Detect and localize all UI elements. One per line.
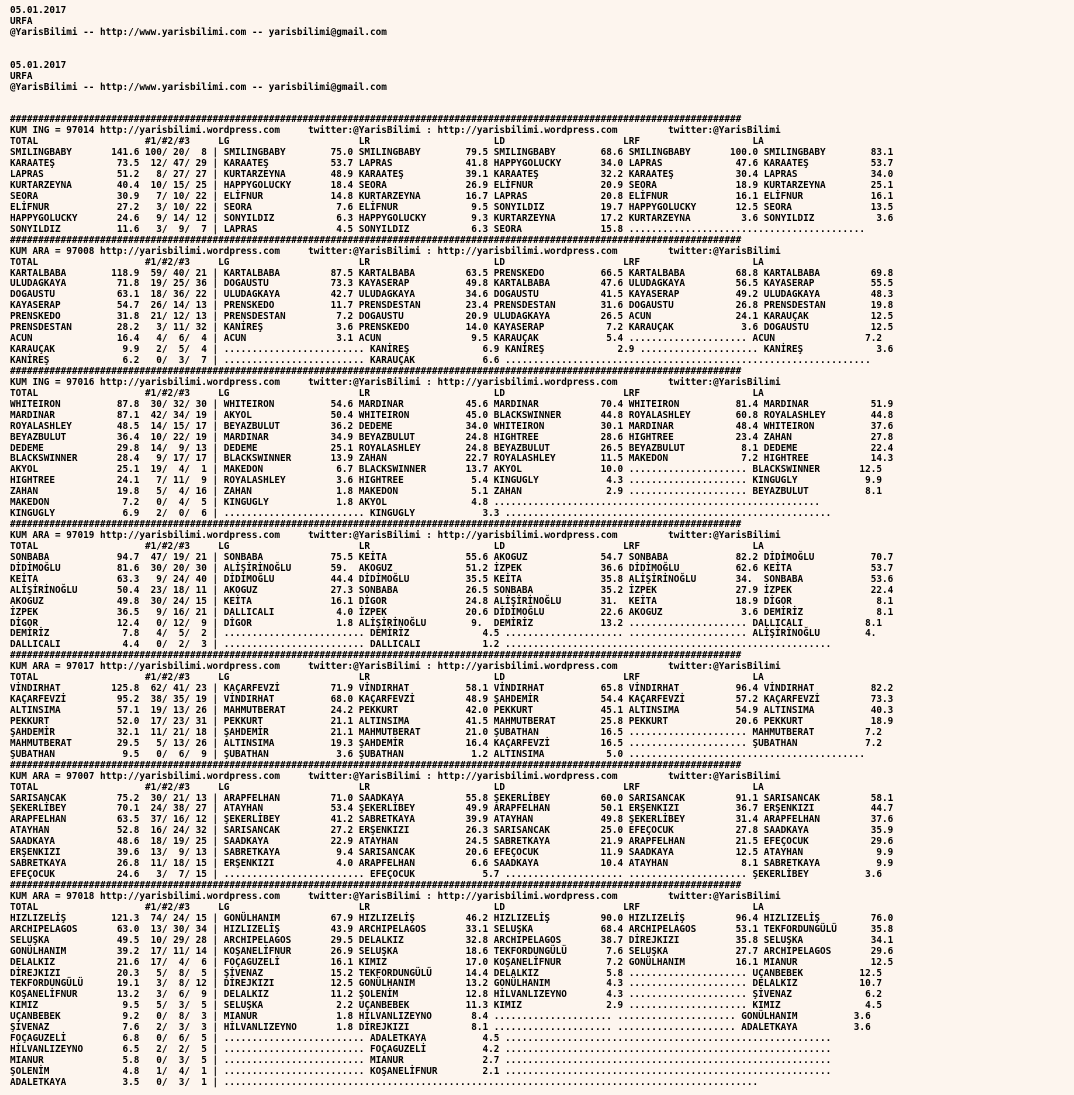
report-line: DEDEME 29.8 14/ 9/ 13 | DEDEME 25.1 ROYALASHLEY 24.8 BEYAZBULUT 26.5 BEYAZBULUT 8.1 DEDEME 22.4 (10, 442, 894, 454)
header-line: @YarisBilimi -- http://www.yarisbilimi.com -- yarisbilimi@gmail.com (10, 26, 387, 38)
report-line: KOŞANELİFNUR 13.2 3/ 6/ 9 | DELALKIZ 11.2 ŞOLENİM 12.8 HİLVANLIZEYNO 4.3 ..................... ŞİVENAZ 6.2 (10, 989, 882, 1001)
report-line: ATAYHAN 52.8 16/ 24/ 32 | SARISANCAK 27.2 ERŞENKIZI 26.3 SARISANCAK 25.0 EFEÇOCUK 27.8 SAADKAYA 35.9 (10, 825, 894, 837)
report-line: SEORA 30.9 7/ 10/ 22 | ELİFNUR 14.8 KURTARZEYNA 16.7 LAPRAS 20.8 ELİFNUR 16.1 ELİFNUR 16.1 (10, 190, 894, 202)
report-line: ################################################################################################################################## (10, 880, 742, 891)
report-line: TOTAL #1/#2/#3 LG LR LD LRF LA (10, 672, 764, 684)
report-line: ROYALASHLEY 48.5 14/ 15/ 17 | BEYAZBULUT 36.2 DEDEME 34.0 WHITEIRON 30.1 MARDINAR 48.4 WHITEIRON 37.6 (10, 420, 894, 432)
report-line: DOGAUSTU 63.1 18/ 36/ 22 | ULUDAGKAYA 42.7 ULUDAGKAYA 34.6 DOGAUSTU 41.5 KAYASERAP 49.2 ULUDAGKAYA 48.3 (10, 289, 894, 301)
report-line: ŞOLENİM 4.8 1/ 4/ 1 | ......................... KOŞANELİFNUR 2.1 .......................................................... (10, 1065, 832, 1077)
report-line: SELUŞKA 49.5 10/ 29/ 28 | ARCHIPELAGOS 29.5 DELALKIZ 32.8 ARCHIPELAGOS 38.7 DİREJKIZI 35.8 SELUŞKA 34.1 (10, 934, 894, 946)
report-line: SARISANCAK 75.2 30/ 21/ 13 | ARAPFELHAN 71.0 SAADKAYA 55.8 ŞEKERLİBEY 60.0 SARISANCAK 91.1 SARISANCAK 58.1 (10, 792, 894, 804)
report-line: FOÇAGUZELİ 6.8 0/ 6/ 5 | ......................... ADALETKAYA 4.5 .......................................................... (10, 1033, 832, 1045)
report-line: TOTAL #1/#2/#3 LG LR LD LRF LA (10, 901, 764, 913)
report-line: SONYILDIZ 11.6 3/ 9/ 7 | LAPRAS 4.5 SONYILDIZ 6.3 SEORA 15.8 .......................................... (10, 223, 866, 235)
report-line: PRENSDESTAN 28.2 3/ 11/ 32 | KANİREŞ 3.6 PRENSKEDO 14.0 KAYASERAP 7.2 KARAUÇAK 3.6 DOGAUSTU 12.5 (10, 322, 894, 334)
report-line: ################################################################################################################################## (10, 365, 742, 377)
report-line: PRENSKEDO 31.8 21/ 12/ 13 | PRENSDESTAN 7.2 DOGAUSTU 20.9 ULUDAGKAYA 26.5 ACUN 24.1 KARAUÇAK 12.5 (10, 311, 894, 323)
report-line: MARDINAR 87.1 42/ 34/ 19 | AKYOL 50.4 WHITEIRON 45.0 BLACKSWINNER 44.8 ROYALASHLEY 60.8 ROYALASHLEY 44.8 (10, 409, 894, 421)
report-line: LAPRAS 51.2 8/ 27/ 27 | KURTARZEYNA 48.9 KARAATEŞ 39.1 KARAATEŞ 32.2 KARAATEŞ 30.4 LAPRAS 34.0 (10, 169, 894, 181)
report-line: KAÇARFEVZİ 95.2 38/ 35/ 19 | VİNDIRHAT 68.0 KAÇARFEVZİ 48.9 ŞAHDEMİR 54.4 KAÇARFEVZİ 57.2 KAÇARFEVZİ 73.3 (10, 694, 894, 706)
report-line: AKOGUZ 49.8 30/ 24/ 15 | KEİTA 16.1 DİGOR 24.8 ALİŞİRİNOĞLU 31. KEİTA 18.9 DİGOR 8.1 (10, 595, 894, 607)
report-line: KURTARZEYNA 40.4 10/ 15/ 25 | HAPPYGOLUCKY 18.4 SEORA 26.9 ELİFNUR 20.9 SEORA 18.9 KURTARZEYNA 25.1 (10, 180, 894, 191)
report-line: ################################################################################################################################## (10, 650, 742, 662)
report-line: DİGOR 12.4 0/ 12/ 9 | DİGOR 1.8 ALİŞİRİNOĞLU 9. DEMİRİZ 13.2 ..................... DALLICALI 8.1 (10, 617, 882, 629)
report-line: KANİREŞ 6.2 0/ 3/ 7 | ......................... KARAUÇAK 6.6 ................................................................. (10, 355, 871, 366)
header-line (10, 39, 1074, 50)
report-line: PEKKURT 52.0 17/ 23/ 31 | PEKKURT 21.1 ALTINSIMA 41.5 MAHMUTBERAT 25.8 PEKKURT 20.6 PEKKURT 18.9 (10, 715, 894, 727)
header-line: URFA (10, 70, 33, 82)
report-line: ŞUBATHAN 9.5 0/ 6/ 9 | ŞUBATHAN 3.6 ŞUBATHAN 1.2 ALTINSIMA 5.0 .......................................... (10, 748, 866, 760)
report-line: TEKFORDUNGÜLÜ 19.1 3/ 8/ 12 | DİREJKIZI 12.5 GONÜLHANIM 13.2 GONÜLHANIM 4.3 ..................... DELALKIZ 10.7 (10, 978, 882, 990)
header-line: URFA (10, 15, 33, 27)
report-line: GONÜLHANIM 39.2 17/ 11/ 14 | KOŞANELİFNUR 26.9 SELUŞKA 18.6 TEKFORDUNGÜLÜ 7.6 SELUŞKA 27.7 ARCHIPELAGOS 29.6 (10, 945, 894, 957)
report-line: ################################################################################################################################## (10, 234, 742, 246)
report-line: ADALETKAYA 3.5 0/ 3/ 1 | ............................................................................................... (10, 1076, 759, 1088)
report-line: ################################################################################################################################## (10, 759, 742, 771)
header-line: 05.01.2017 (10, 59, 67, 71)
report-line: BLACKSWINNER 28.4 9/ 17/ 17 | BLACKSWINNER 13.9 ZAHAN 22.7 ROYALASHLEY 11.5 MAKEDON 7.2 HIGHTREE 14.3 (10, 453, 894, 465)
report-line: SONBABA 94.7 47/ 19/ 21 | SONBABA 75.5 KEİTA 55.6 AKOGUZ 54.7 SONBABA 82.2 DİDİMOĞLU 70.7 (10, 551, 894, 563)
header-line (10, 50, 1074, 61)
report-line: ACUN 16.4 4/ 6/ 4 | ACUN 3.1 ACUN 9.5 KARAUÇAK 5.4 ..................... ACUN 7.2 (10, 333, 882, 345)
header-line: @YarisBilimi -- http://www.yarisbilimi.com -- yarisbilimi@gmail.com (10, 81, 387, 93)
header-line: 05.01.2017 (10, 5, 67, 16)
report-line: HIGHTREE 24.1 7/ 11/ 9 | ROYALASHLEY 3.6 HIGHTREE 5.4 KINGUGLY 4.3 ..................... KINGUGLY 9.9 (10, 475, 882, 487)
report-line: ELİFNUR 27.2 3/ 10/ 22 | SEORA 7.6 ELİFNUR 9.5 SONYILDIZ 19.7 HAPPYGOLUCKY 12.5 SEORA 13.5 (10, 201, 894, 213)
header-line (10, 94, 1074, 105)
report-line: SAADKAYA 48.6 18/ 19/ 25 | SAADKAYA 22.9 ATAYHAN 24.5 SABRETKAYA 21.9 ARAPFELHAN 21.5 EFEÇOCUK 29.6 (10, 836, 894, 848)
report-line: ZAHAN 19.8 5/ 4/ 16 | ZAHAN 1.8 MAKEDON 5.1 ZAHAN 2.9 ..................... BEYAZBULUT 8.1 (10, 486, 882, 498)
report-line: TOTAL #1/#2/#3 LG LR LD LRF LA (10, 540, 764, 552)
report-line: KARAUÇAK 9.9 2/ 5/ 4 | ......................... KANİREŞ 6.9 KANİREŞ 2.9 ..................... KANİREŞ 3.6 (10, 344, 894, 356)
report-line: KUM ARA = 97019 http://yarisbilimi.wordpress.com twitter:@YarisBilimi : http://yarisbilimi.wordpress.com twitter:@YarisBilimi (10, 530, 781, 541)
report-line: ULUDAGKAYA 71.8 19/ 25/ 36 | DOGAUSTU 73.3 KAYASERAP 49.8 KARTALBABA 47.6 ULUDAGKAYA 56.5 KAYASERAP 55.5 (10, 278, 894, 290)
report-line: KUM ING = 97014 http://yarisbilimi.wordpress.com twitter:@YarisBilimi : http://yarisbilimi.wordpress.com twitter:@YarisBilimi (10, 125, 781, 137)
report-line: TOTAL #1/#2/#3 LG LR LD LRF LA (10, 136, 764, 148)
report-line: VİNDIRHAT 125.8 62/ 41/ 23 | KAÇARFEVZİ 71.9 VİNDIRHAT 58.1 VİNDIRHAT 65.8 VİNDIRHAT 96.4 VİNDIRHAT 82.2 (10, 683, 894, 695)
report-line: KUM ARA = 97018 http://yarisbilimi.wordpress.com twitter:@YarisBilimi : http://yarisbilimi.wordpress.com twitter:@YarisBilimi (10, 890, 781, 902)
report-line: KARTALBABA 118.9 59/ 40/ 21 | KARTALBABA 87.5 KARTALBABA 63.5 PRENSKEDO 66.5 KARTALBABA 68.8 KARTALBABA 69.8 (10, 267, 894, 279)
report-line: WHITEIRON 87.8 30/ 32/ 30 | WHITEIRON 54.6 MARDINAR 45.6 MARDINAR 70.4 WHITEIRON 81.4 MARDINAR 51.9 (10, 398, 894, 410)
report-line: EFEÇOCUK 24.6 3/ 7/ 15 | ......................... EFEÇOCUK 5.7 ..................... ..................... ŞEKERLİBEY 3.6 (10, 869, 882, 881)
report-line: DİDİMOĞLU 81.6 30/ 20/ 30 | ALİŞİRİNOĞLU 59. AKOGUZ 51.2 İZPEK 36.6 DİDİMOĞLU 62.6 KEİTA 53.7 (10, 562, 894, 574)
report-line: ARAPFELHAN 63.5 37/ 16/ 12 | ŞEKERLİBEY 41.2 SABRETKAYA 39.9 ATAYHAN 49.8 ŞEKERLİBEY 31.4 ARAPFELHAN 37.6 (10, 814, 894, 826)
report-body (10, 115, 1074, 1088)
report-line: ARCHIPELAGOS 63.0 13/ 30/ 34 | HIZLIZELİŞ 43.9 ARCHIPELAGOS 33.1 SELUŞKA 68.4 ARCHIPELAGOS 53.1 TEKFORDUNGÜLÜ 35.8 (10, 923, 894, 935)
report-line: KIMIZ 9.5 5/ 3/ 5 | SELUŞKA 2.2 UÇANBEBEK 11.3 KIMIZ 2.9 ..................... KIMIZ 4.5 (10, 1000, 882, 1012)
report-line: TOTAL #1/#2/#3 LG LR LD LRF LA (10, 781, 764, 793)
report-line: KEİTA 63.3 9/ 24/ 40 | DİDİMOĞLU 44.4 DİDİMOĞLU 35.5 KEİTA 35.8 ALİŞİRİNOĞLU 34. SONBABA 53.6 (10, 573, 894, 585)
report-line: ŞİVENAZ 7.6 2/ 3/ 3 | HİLVANLIZEYNO 1.8 DİREJKIZI 8.1 ..................... ..................... ADALETKAYA 3.6 (10, 1022, 871, 1034)
report-line: HAPPYGOLUCKY 24.6 9/ 14/ 12 | SONYILDIZ 6.3 HAPPYGOLUCKY 9.3 KURTARZEYNA 17.2 KURTARZEYNA 3.6 SONYILDIZ 3.6 (10, 212, 894, 224)
report-line: SMILINGBABY 141.6 100/ 20/ 8 | SMILINGBABY 75.0 SMILINGBABY 79.5 SMILINGBABY 68.6 SMILINGBABY 100.0 SMILINGBABY 83.1 (10, 147, 894, 159)
report-line: MAHMUTBERAT 29.5 5/ 13/ 26 | ALTINSIMA 19.3 ŞAHDEMİR 16.4 KAÇARFEVZİ 16.5 ..................... ŞUBATHAN 7.2 (10, 737, 882, 749)
report-line: KARAATEŞ 73.5 12/ 47/ 29 | KARAATEŞ 53.7 LAPRAS 41.8 HAPPYGOLUCKY 34.0 LAPRAS 47.6 KARAATEŞ 53.7 (10, 158, 894, 170)
report-line: ALİŞİRİNOĞLU 50.4 23/ 18/ 11 | AKOGUZ 27.3 SONBABA 26.5 SONBABA 35.2 İZPEK 27.9 İZPEK 22.4 (10, 584, 894, 596)
report-line: KINGUGLY 6.9 2/ 0/ 6 | ......................... KINGUGLY 3.3 .......................................................... (10, 508, 832, 520)
report-line: KAYASERAP 54.7 26/ 14/ 13 | PRENSKEDO 11.7 PRENSDESTAN 23.4 PRENSDESTAN 31.6 DOGAUSTU 26.8 PRENSDESTAN 19.8 (10, 300, 894, 312)
report-line: ALTINSIMA 57.1 19/ 13/ 26 | MAHMUTBERAT 24.2 PEKKURT 42.0 PEKKURT 45.1 ALTINSIMA 54.9 ALTINSIMA 40.3 (10, 705, 894, 716)
report-line: TOTAL #1/#2/#3 LG LR LD LRF LA (10, 387, 764, 399)
report-line: KUM ING = 97016 http://yarisbilimi.wordpress.com twitter:@YarisBilimi : http://yarisbilimi.wordpress.com twitter:@YarisBilimi (10, 376, 781, 388)
report-line: MAKEDON 7.2 0/ 4/ 5 | KINGUGLY 1.8 AKYOL 4.8 .......................................................... (10, 497, 821, 509)
report-line: ERŞENKIZI 39.6 13/ 9/ 13 | SABRETKAYA 9.4 SARISANCAK 20.6 EFEÇOCUK 11.9 SAADKAYA 12.5 ATAYHAN 9.9 (10, 847, 894, 859)
report-line: ŞAHDEMİR 32.1 11/ 21/ 18 | ŞAHDEMİR 21.1 MAHMUTBERAT 21.0 ŞUBATHAN 16.5 ..................... MAHMUTBERAT 7.2 (10, 726, 882, 738)
report-line: DELALKIZ 21.6 17/ 4/ 6 | FOÇAGUZELİ 16.1 KIMIZ 17.0 KOŞANELİFNUR 7.2 GONÜLHANIM 16.1 MIANUR 12.5 (10, 956, 894, 968)
report-line: KUM ARA = 97008 http://yarisbilimi.wordpress.com twitter:@YarisBilimi : http://yarisbilimi.wordpress.com twitter:@YarisBilimi (10, 245, 781, 257)
report-line: DİREJKIZI 20.3 5/ 8/ 5 | ŞİVENAZ 15.2 TEKFORDUNGÜLÜ 14.4 DELALKIZ 5.8 ..................... UÇANBEBEK 12.5 (10, 967, 882, 979)
report-line: BEYAZBULUT 36.4 10/ 22/ 19 | MARDINAR 34.9 BEYAZBULUT 24.8 HIGHTREE 28.6 HIGHTREE 23.4 ZAHAN 27.8 (10, 431, 894, 443)
report-line: AKYOL 25.1 19/ 4/ 1 | MAKEDON 6.7 BLACKSWINNER 13.7 AKYOL 10.0 ..................... BLACKSWINNER 12.5 (10, 464, 882, 476)
report-line: KUM ARA = 97007 http://yarisbilimi.wordpress.com twitter:@YarisBilimi : http://yarisbilimi.wordpress.com twitter:@YarisBilimi (10, 770, 781, 782)
report-line: İZPEK 36.5 9/ 16/ 21 | DALLICALI 4.0 İZPEK 20.6 DİDİMOĞLU 22.6 AKOGUZ 3.6 DEMİRİZ 8.1 (10, 606, 894, 618)
report-line: MIANUR 5.8 0/ 3/ 5 | ......................... MIANUR 2.7 .......................................................... (10, 1055, 832, 1066)
report-line: DEMİRİZ 7.8 4/ 5/ 2 | ......................... DEMİRİZ 4.5 ..................... ..................... ALİŞİRİNOĞLU 4. (10, 628, 877, 640)
report-line: KUM ARA = 97017 http://yarisbilimi.wordpress.com twitter:@YarisBilimi : http://yarisbilimi.wordpress.com twitter:@YarisBilimi (10, 661, 781, 673)
report-line: HIZLIZELİŞ 121.3 74/ 24/ 15 | GONÜLHANIM 67.9 HIZLIZELİŞ 46.2 HIZLIZELİŞ 90.0 HIZLIZELİŞ 96.4 HIZLIZELİŞ 76.0 (10, 912, 894, 924)
report-line: ŞEKERLİBEY 70.1 24/ 38/ 27 | ATAYHAN 53.4 ŞEKERLİBEY 49.9 ARAPFELHAN 50.1 ERŞENKIZI 36.7 ERŞENKIZI 44.7 (10, 803, 894, 815)
report-line: ################################################################################################################################## (10, 519, 742, 531)
report-line: TOTAL #1/#2/#3 LG LR LD LRF LA (10, 256, 764, 268)
report-line: HİLVANLIZEYNO 6.5 2/ 2/ 5 | ......................... FOÇAGUZELİ 4.2 .......................................................... (10, 1044, 832, 1056)
report-line: SABRETKAYA 26.8 11/ 18/ 15 | ERŞENKIZI 4.0 ARAPFELHAN 6.6 SAADKAYA 10.4 ATAYHAN 8.1 SABRETKAYA 9.9 (10, 858, 894, 870)
report-line: DALLICALI 4.4 0/ 2/ 3 | ......................... DALLICALI 1.2 .......................................................... (10, 639, 832, 651)
report-line: ################################################################################################################################## (10, 114, 742, 126)
report-line: UÇANBEBEK 9.2 0/ 8/ 3 | MIANUR 1.8 HİLVANLIZEYNO 8.4 ..................... ..................... GONÜLHANIM 3.6 (10, 1011, 871, 1023)
